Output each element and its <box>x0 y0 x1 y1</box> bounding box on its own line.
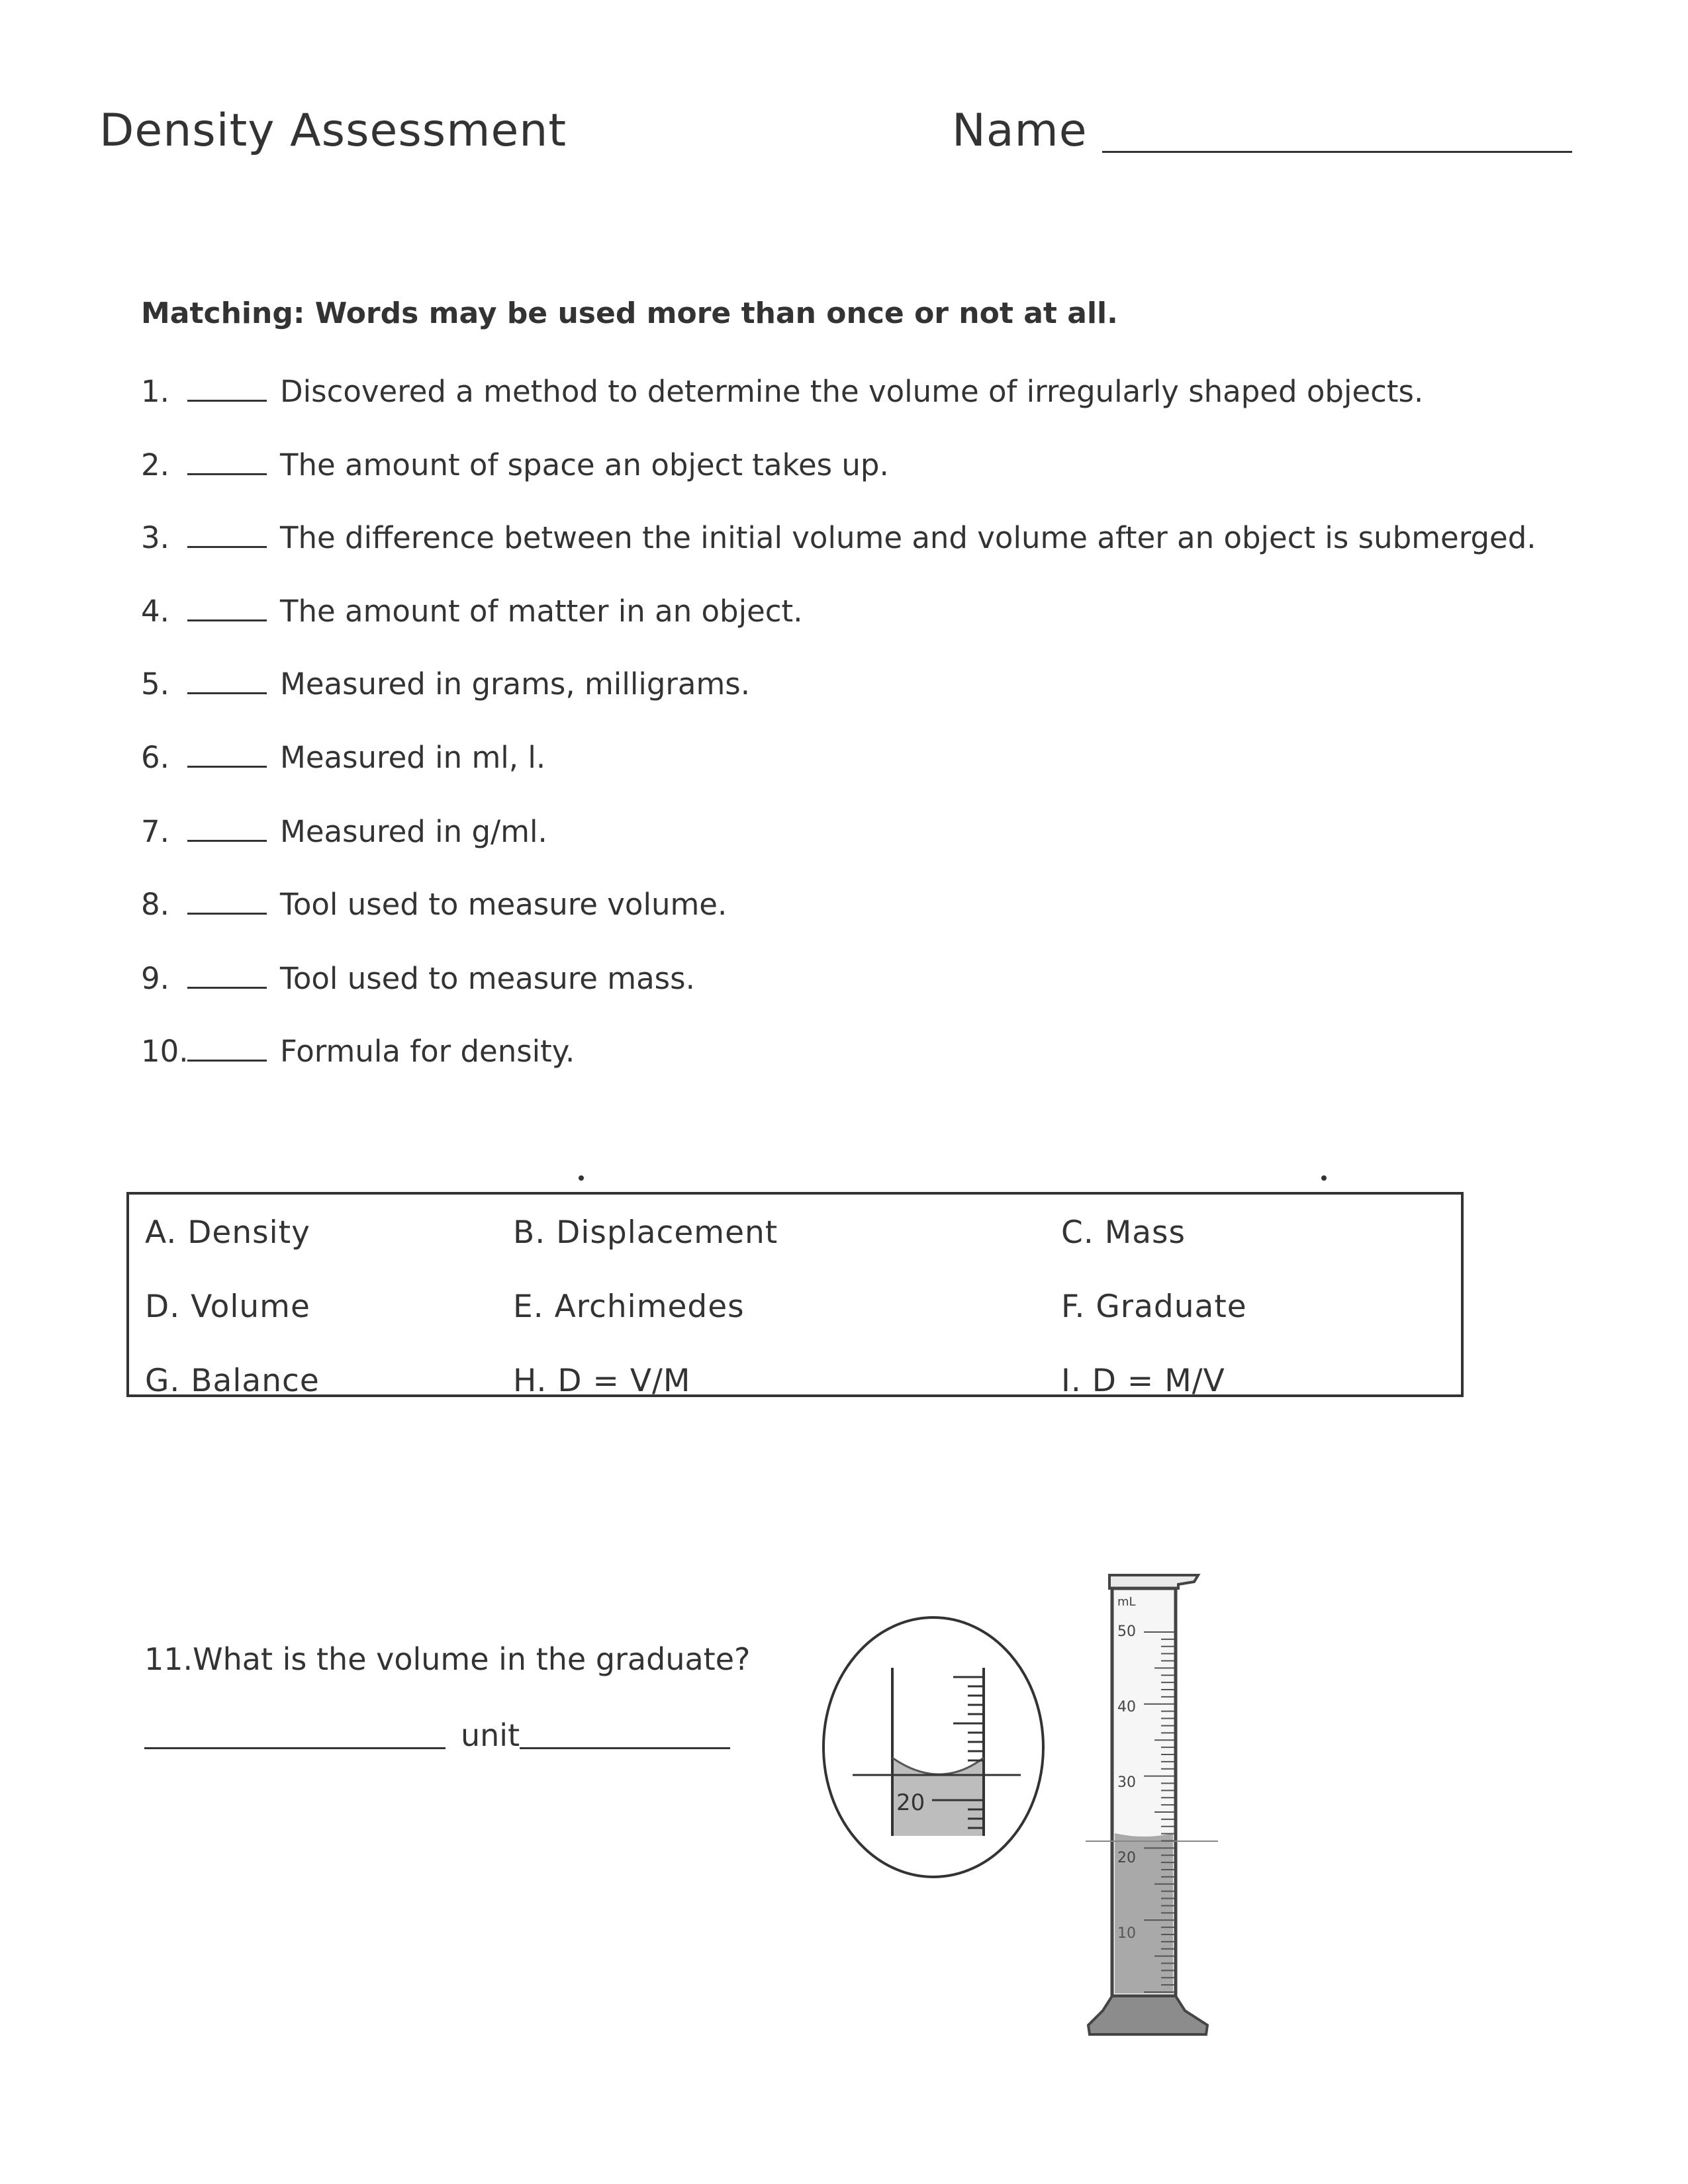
question-number: 5. <box>141 666 169 702</box>
word-bank-option: E. Archimedes <box>513 1289 745 1325</box>
answer-blank[interactable] <box>187 619 267 621</box>
stray-dot <box>1321 1175 1327 1181</box>
question-text: The difference between the initial volume and volume after an object is submerged. <box>280 520 1536 555</box>
answer-blank[interactable] <box>187 766 267 768</box>
question-9 <box>141 961 695 996</box>
question-text: The amount of space an object takes up. <box>280 447 889 482</box>
word-bank-option: F. Graduate <box>1061 1289 1247 1325</box>
question-11: 11.What is the volume in the graduate? <box>144 1641 751 1677</box>
answer-blank[interactable] <box>187 546 267 548</box>
graduated-cylinder <box>1072 1569 1231 2045</box>
question-number: 1. <box>141 374 169 409</box>
word-bank-option: I. D = M/V <box>1061 1363 1225 1399</box>
cylinder-tick-label: 10 <box>1117 1925 1136 1942</box>
question-text: Tool used to measure volume. <box>280 887 727 922</box>
stray-dot <box>579 1175 584 1181</box>
meniscus-zoom-illustration <box>814 1608 1066 1886</box>
answer-blank[interactable] <box>187 913 267 915</box>
word-bank-option: C. Mass <box>1061 1214 1186 1251</box>
unit-label: unit <box>461 1717 520 1753</box>
word-bank-option: B. Displacement <box>513 1214 778 1251</box>
unit-answer-field[interactable] <box>520 1747 730 1749</box>
question-8 <box>141 887 727 922</box>
answer-blank[interactable] <box>187 987 267 989</box>
question-number: 6. <box>141 740 169 775</box>
zoom-tick-label: 20 <box>896 1790 925 1816</box>
question-3 <box>141 520 1536 555</box>
cylinder-tick-label: 40 <box>1117 1699 1136 1715</box>
page-title: Density Assessment <box>99 105 567 157</box>
question-6 <box>141 740 545 775</box>
question-number: 9. <box>141 961 169 996</box>
question-text: Measured in ml, l. <box>280 740 546 775</box>
matching-heading: Matching: Words may be used more than once or not at all. <box>141 296 1118 330</box>
cylinder-unit-label: mL <box>1117 1595 1136 1609</box>
cylinder-tick-label: 30 <box>1117 1774 1136 1791</box>
question-1 <box>141 374 1423 409</box>
name-label: Name <box>952 105 1088 157</box>
question-text: Measured in g/ml. <box>280 814 547 849</box>
cylinder-tick-label: 50 <box>1117 1623 1136 1640</box>
question-7 <box>141 814 547 849</box>
answer-blank[interactable] <box>187 400 267 402</box>
cylinder-tick-label: 20 <box>1117 1850 1136 1866</box>
word-bank-option: H. D = V/M <box>513 1363 691 1399</box>
answer-blank[interactable] <box>187 1060 267 1062</box>
question-text: Tool used to measure mass. <box>280 961 695 996</box>
word-bank-option: D. Volume <box>145 1289 310 1325</box>
question-number: 3. <box>141 520 169 555</box>
question-number: 10. <box>141 1034 189 1069</box>
question-10 <box>141 1034 575 1069</box>
question-5 <box>141 666 750 702</box>
question-text: Measured in grams, milligrams. <box>280 666 751 702</box>
question-number: 8. <box>141 887 169 922</box>
question-2 <box>141 447 889 482</box>
question-text: Formula for density. <box>280 1034 575 1069</box>
volume-answer-field[interactable] <box>144 1747 445 1749</box>
answer-blank[interactable] <box>187 840 267 842</box>
name-field[interactable] <box>1102 151 1572 153</box>
question-text: Discovered a method to determine the volume of irregularly shaped objects. <box>280 374 1424 409</box>
word-bank-option: G. Balance <box>145 1363 320 1399</box>
word-bank-option: A. Density <box>145 1214 310 1251</box>
question-4 <box>141 594 803 629</box>
word-bank <box>126 1192 1464 1397</box>
answer-blank[interactable] <box>187 692 267 694</box>
question-number: 7. <box>141 814 169 849</box>
question-number: 4. <box>141 594 169 629</box>
answer-blank[interactable] <box>187 473 267 475</box>
question-text: The amount of matter in an object. <box>280 594 803 629</box>
question-number: 2. <box>141 447 169 482</box>
